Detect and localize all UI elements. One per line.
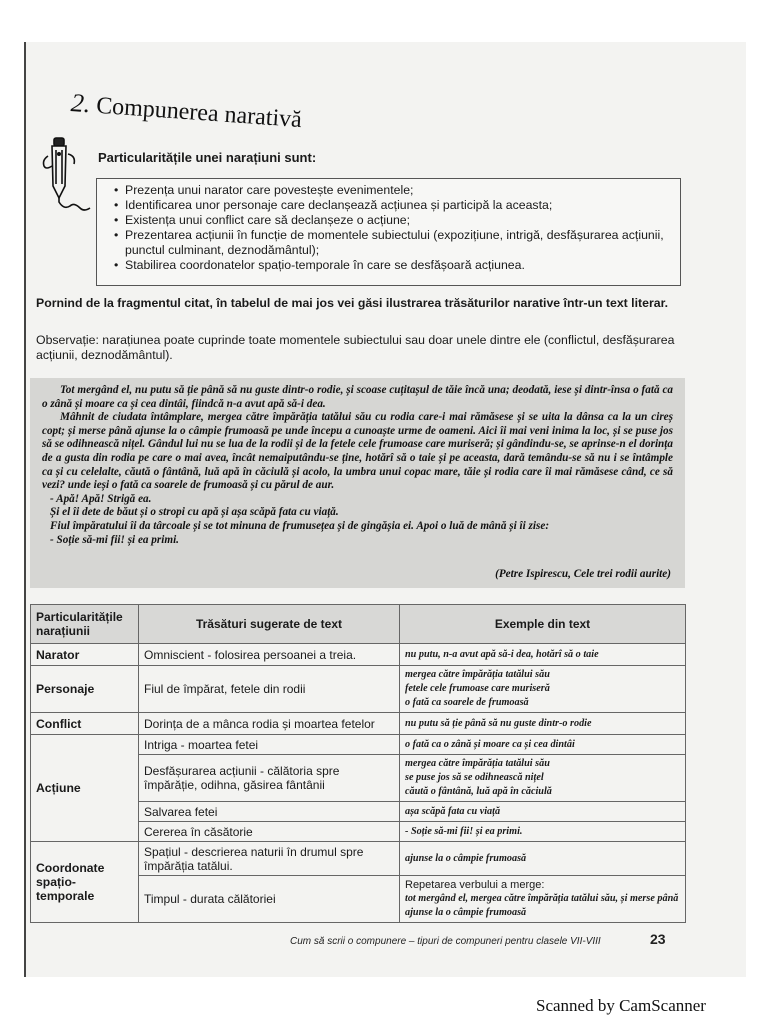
column-header: Trăsături sugerate de text	[139, 605, 400, 644]
list-item: • Stabilirea coordonatelor spațio-temporale în care se desfășoară acțiunea.	[125, 258, 672, 273]
row-label: Coordonate spațio-temporale	[31, 842, 139, 923]
column-header: Exemple din text	[400, 605, 686, 644]
table-row	[31, 713, 686, 735]
example-cell: ajunse la o câmpie frumoasă	[400, 842, 686, 876]
excerpt-source: (Petre Ispirescu, Cele trei rodii aurite)	[495, 568, 671, 580]
example-line: se puse jos să se odihnească nițel	[405, 772, 544, 783]
example-cell	[400, 755, 686, 802]
table-header-row	[31, 605, 686, 644]
example-cell	[400, 876, 686, 923]
features-box	[96, 178, 681, 286]
table-row	[31, 735, 686, 755]
example-cell: o fată ca o zână și moare ca și cea dintâi	[400, 735, 686, 755]
features-list	[113, 183, 672, 273]
example-cell: - Soție să-mi fii! și ea primi.	[400, 822, 686, 842]
features-heading: Particularitățile unei narațiuni sunt:	[98, 150, 317, 165]
section-number: 2.	[69, 88, 92, 119]
trait-cell: Omniscient - folosirea persoanei a treia.	[139, 644, 400, 666]
pencil-icon	[34, 132, 96, 216]
trait-cell: Cererea în căsătorie	[139, 822, 400, 842]
trait-cell: Desfășurarea acțiunii - călătoria spre împărăție, odihna, găsirea fântânii	[139, 755, 400, 802]
list-item: • Prezența unui narator care povestește evenimentele;	[125, 183, 672, 198]
excerpt-dialogue: Și el îi dete de băut și o stropi cu apă și așa scăpă fata cu viață.	[50, 506, 339, 519]
trait-cell: Fiul de împărat, fetele din rodii	[139, 666, 400, 713]
example-line: căută o fântână, luă apă în căciulă	[405, 786, 552, 797]
trait-cell: Dorința de a mânca rodia și moartea fetelor	[139, 713, 400, 735]
excerpt-dialogue: - Apă! Apă! Strigă ea.	[50, 492, 152, 505]
example-line: o fată ca soarele de frumoasă	[405, 697, 529, 708]
trait-cell: Spațiul - descrierea naturii în drumul spre împărăția tatălui.	[139, 842, 400, 876]
example-line: mergea către împărăția tatălui său	[405, 669, 550, 680]
intro-text: Pornind de la fragmentul citat, în tabelul de mai jos vei găsi ilustrarea trăsăturilor narative într-un text literar.	[36, 296, 669, 310]
example-line: mergea către împărăția tatălui său	[405, 758, 550, 769]
row-label: Conflict	[31, 713, 139, 735]
example-line: tot mergând el, mergea către împărăția tatălui său, și merse până ajunse la o câmpie frumoasă	[405, 893, 679, 918]
literary-excerpt	[30, 378, 685, 588]
excerpt-paragraph: Tot mergând el, nu putu să ție până să nu guste dintr-o rodie, și scoase cuțitașul de tăie încă una; deodată, iese și dintr-însa o fată ca o zână și moare ca și cea dintâi, fiindcă n-a avut apă să-i dea.	[42, 384, 673, 410]
row-label: Acțiune	[31, 735, 139, 842]
example-line: Repetarea verbului a merge:	[405, 879, 545, 891]
table-row	[31, 644, 686, 666]
list-item: • Identificarea unor personaje care declanșează acțiunea și participă la aceasta;	[125, 198, 672, 213]
example-cell	[400, 666, 686, 713]
column-header: Particularitățile narațiunii	[31, 605, 139, 644]
example-cell: nu putu, n-a avut apă să-i dea, hotărî să o taie	[400, 644, 686, 666]
page-number: 23	[650, 931, 666, 947]
table-row	[31, 842, 686, 876]
narrative-traits-table	[30, 604, 686, 923]
example-cell: nu putu să ție până să nu guste dintr-o rodie	[400, 713, 686, 735]
list-item: • Prezentarea acțiunii în funcție de momentele subiectului (expozițiune, intrigă, desfășurarea acțiunii, punctul culminant, deznodământul);	[125, 228, 672, 258]
excerpt-dialogue: Fiul împăratului îi da târcoale și se tot minuna de frumusețea și de gingășia ei. Apoi o luă de mână și îi zise:	[50, 519, 550, 532]
section-title-text: Compunerea narativă	[95, 92, 303, 134]
table-row	[31, 666, 686, 713]
example-line: fetele cele frumoase care muriseră	[405, 683, 550, 694]
trait-cell: Salvarea fetei	[139, 802, 400, 822]
excerpt-paragraph: Mâhnit de ciudata întâmplare, mergea către împărăția tatălui său cu rodia care-i mai rămăsese și se uita la dânsa ca la un cireș copt; și merse până ajunse la o câmpie frumoasă pe unde începu a cunoaște urme de oameni. Aici îi mai veni inima la loc, și se puse jos să se odihnească nițel. Gândul lui nu se lua de la rodii și de la fetele cele frumoase care muriseră; și gândindu-se, se aprinse-n el dorința de a gusta din rodia pe care o mai avea, încât nemaiputându-se ține, hotărî să o taie și pe aceasta, dară temându-se să nu i se întâmple ca și cu celelalte, căută o fântână, luă apă în căciulă și acolo, la umbra unui copac mare, tăie și rodia care îi mai rămăsese când, ce să vezi? unde ieși o fată ca soarele de frumoasă și cu părul de aur.	[42, 411, 673, 492]
observation-note: Observație: narațiunea poate cuprinde toate momentele subiectului sau doar unele dintre ele (conflictul, desfășurarea acțiunii, deznodământul).	[36, 333, 675, 362]
footer-text: Cum să scrii o compunere – tipuri de compuneri pentru clasele VII-VIII	[290, 936, 601, 947]
example-cell: așa scăpă fata cu viață	[400, 802, 686, 822]
scanner-watermark: Scanned by CamScanner	[536, 996, 706, 1015]
excerpt-dialogue: - Soție să-mi fii! și ea primi.	[50, 533, 179, 546]
row-label: Narator	[31, 644, 139, 666]
trait-cell: Intriga - moartea fetei	[139, 735, 400, 755]
trait-cell: Timpul - durata călătoriei	[139, 876, 400, 923]
row-label: Personaje	[31, 666, 139, 713]
list-item: • Existența unui conflict care să declanșeze o acțiune;	[125, 213, 672, 228]
